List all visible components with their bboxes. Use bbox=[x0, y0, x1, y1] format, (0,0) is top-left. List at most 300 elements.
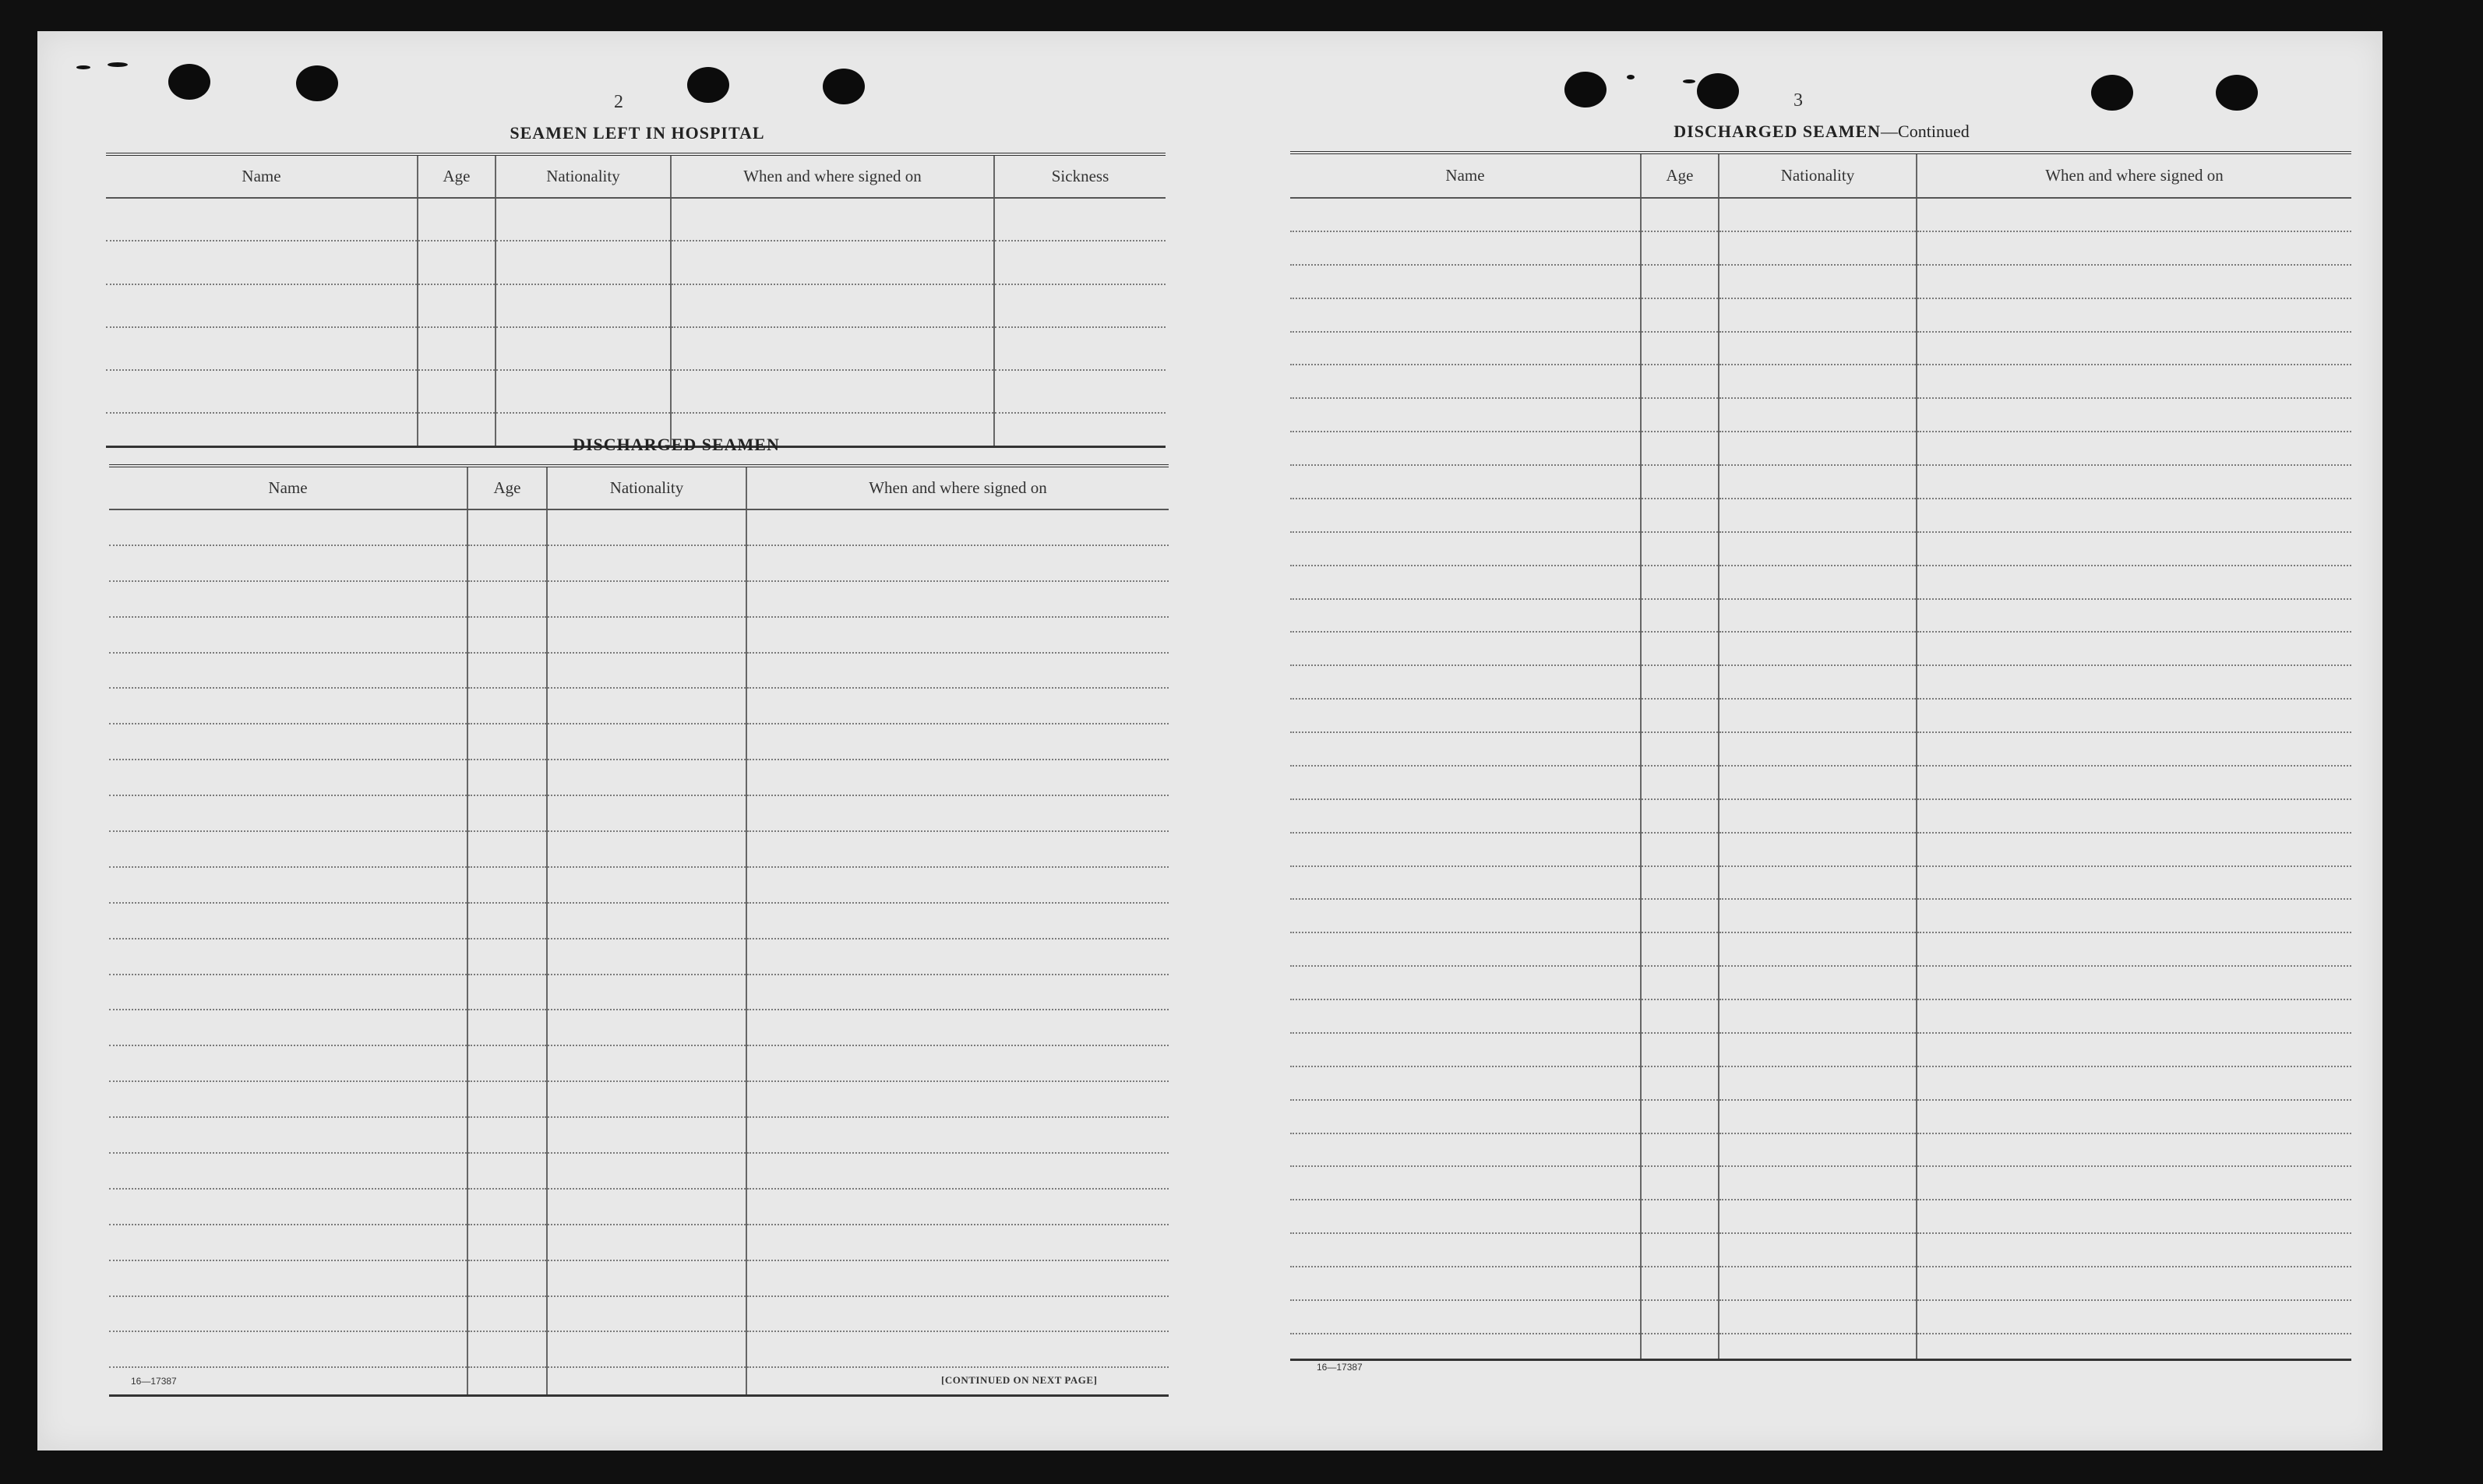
punch-hole-icon bbox=[687, 67, 729, 103]
blank-cell bbox=[1641, 465, 1719, 499]
punch-hole-icon bbox=[2216, 75, 2258, 111]
blank-cell bbox=[1719, 1233, 1917, 1267]
table-row bbox=[1290, 1066, 2351, 1100]
blank-cell bbox=[1917, 1033, 2351, 1066]
blank-cell bbox=[467, 617, 547, 653]
table-row bbox=[109, 1010, 1169, 1045]
blank-cell bbox=[467, 581, 547, 617]
blank-cell bbox=[467, 1367, 547, 1394]
blank-cell bbox=[467, 1081, 547, 1117]
table-row bbox=[1290, 1133, 2351, 1167]
blank-cell bbox=[547, 1331, 746, 1367]
blank-cell bbox=[1917, 1066, 2351, 1100]
blank-cell bbox=[1719, 1133, 1917, 1167]
col-header-sickness: Sickness bbox=[994, 156, 1166, 198]
blank-cell bbox=[1641, 198, 1719, 231]
blank-cell bbox=[994, 241, 1166, 284]
blank-cell bbox=[467, 1010, 547, 1045]
blank-cell bbox=[1917, 432, 2351, 465]
table-row bbox=[1290, 1334, 2351, 1359]
blank-cell bbox=[746, 509, 1169, 545]
punch-hole-icon bbox=[1697, 73, 1739, 109]
blank-cell bbox=[1917, 966, 2351, 999]
blank-cell bbox=[547, 581, 746, 617]
blank-cell bbox=[1917, 465, 2351, 499]
blank-cell bbox=[746, 1045, 1169, 1081]
blank-cell bbox=[1719, 966, 1917, 999]
blank-cell bbox=[1917, 1267, 2351, 1300]
table-row bbox=[109, 939, 1169, 975]
table-row bbox=[106, 198, 1166, 241]
blank-cell bbox=[746, 724, 1169, 760]
table-row bbox=[109, 1117, 1169, 1153]
blank-cell bbox=[1641, 1033, 1719, 1066]
blank-cell bbox=[547, 831, 746, 867]
blank-cell bbox=[1917, 833, 2351, 866]
blank-cell bbox=[1290, 732, 1641, 766]
col-header-name: Name bbox=[106, 156, 418, 198]
table-row bbox=[1290, 1267, 2351, 1300]
discharged-section-title-right bbox=[1292, 122, 2351, 142]
table-row bbox=[1290, 332, 2351, 365]
blank-cell bbox=[106, 241, 418, 284]
blank-cell bbox=[467, 795, 547, 831]
blank-cell bbox=[746, 867, 1169, 903]
blank-cell bbox=[1641, 1066, 1719, 1100]
table-row bbox=[1290, 665, 2351, 699]
blank-cell bbox=[1719, 665, 1917, 699]
table-row bbox=[1290, 966, 2351, 999]
blank-cell bbox=[418, 198, 496, 241]
blank-cell bbox=[1719, 1334, 1917, 1359]
blank-cell bbox=[1290, 932, 1641, 966]
table-row bbox=[109, 1081, 1169, 1117]
table-row bbox=[106, 370, 1166, 413]
blank-cell bbox=[1719, 833, 1917, 866]
blank-cell bbox=[1719, 999, 1917, 1033]
blank-cell bbox=[1917, 198, 2351, 231]
blank-cell bbox=[547, 795, 746, 831]
blank-cell bbox=[1641, 332, 1719, 365]
blank-cell bbox=[1917, 1334, 2351, 1359]
ink-speck-icon bbox=[108, 62, 128, 67]
blank-cell bbox=[1917, 665, 2351, 699]
table-row bbox=[109, 545, 1169, 581]
blank-cell bbox=[109, 1010, 467, 1045]
blank-cell bbox=[746, 760, 1169, 795]
table-row bbox=[109, 831, 1169, 867]
blank-cell bbox=[1290, 833, 1641, 866]
blank-cell bbox=[467, 1045, 547, 1081]
blank-cell bbox=[109, 653, 467, 689]
blank-cell bbox=[547, 545, 746, 581]
blank-cell bbox=[1641, 1166, 1719, 1200]
blank-cell bbox=[1641, 1334, 1719, 1359]
blank-cell bbox=[746, 1153, 1169, 1189]
table-row bbox=[1290, 365, 2351, 398]
blank-cell bbox=[1290, 1100, 1641, 1133]
blank-cell bbox=[1719, 198, 1917, 231]
blank-cell bbox=[109, 1081, 467, 1117]
blank-cell bbox=[1290, 499, 1641, 532]
blank-cell bbox=[1719, 699, 1917, 732]
blank-cell bbox=[1719, 265, 1917, 298]
blank-cell bbox=[109, 1153, 467, 1189]
col-header-signed-on: When and where signed on bbox=[746, 467, 1169, 509]
discharged-rows-left bbox=[109, 509, 1169, 1394]
blank-cell bbox=[109, 1045, 467, 1081]
blank-cell bbox=[1641, 566, 1719, 599]
col-header-signed-on: When and where signed on bbox=[671, 156, 994, 198]
blank-cell bbox=[1641, 532, 1719, 566]
blank-cell bbox=[109, 831, 467, 867]
table-row bbox=[1290, 1300, 2351, 1334]
blank-cell bbox=[547, 509, 746, 545]
table-row bbox=[1290, 231, 2351, 265]
table-row bbox=[109, 795, 1169, 831]
blank-cell bbox=[1917, 632, 2351, 665]
table-row bbox=[1290, 298, 2351, 332]
blank-cell bbox=[1917, 766, 2351, 799]
col-header-nationality: Nationality bbox=[496, 156, 671, 198]
blank-cell bbox=[109, 545, 467, 581]
blank-cell bbox=[496, 327, 671, 370]
blank-cell bbox=[547, 653, 746, 689]
table-row bbox=[109, 581, 1169, 617]
blank-cell bbox=[547, 867, 746, 903]
table-row bbox=[1290, 599, 2351, 633]
discharged-table-left bbox=[109, 464, 1169, 1397]
table-row bbox=[109, 509, 1169, 545]
blank-cell bbox=[1290, 1300, 1641, 1334]
blank-cell bbox=[467, 724, 547, 760]
table-row bbox=[1290, 432, 2351, 465]
blank-cell bbox=[547, 1189, 746, 1225]
col-header-name: Name bbox=[109, 467, 467, 509]
table-row bbox=[1290, 932, 2351, 966]
blank-cell bbox=[1290, 566, 1641, 599]
blank-cell bbox=[467, 831, 547, 867]
blank-cell bbox=[746, 1331, 1169, 1367]
blank-cell bbox=[1719, 332, 1917, 365]
blank-cell bbox=[1641, 1200, 1719, 1233]
blank-cell bbox=[1290, 866, 1641, 900]
blank-cell bbox=[467, 903, 547, 939]
blank-cell bbox=[547, 975, 746, 1010]
blank-cell bbox=[746, 1260, 1169, 1296]
table-row bbox=[1290, 265, 2351, 298]
blank-cell bbox=[1641, 833, 1719, 866]
blank-cell bbox=[746, 903, 1169, 939]
blank-cell bbox=[671, 327, 994, 370]
col-header-signed-on: When and where signed on bbox=[1917, 154, 2351, 198]
blank-cell bbox=[1641, 966, 1719, 999]
blank-cell bbox=[1290, 365, 1641, 398]
blank-cell bbox=[109, 1331, 467, 1367]
blank-cell bbox=[1719, 398, 1917, 432]
blank-cell bbox=[496, 241, 671, 284]
blank-cell bbox=[467, 653, 547, 689]
punch-hole-icon bbox=[168, 64, 210, 100]
blank-cell bbox=[1917, 332, 2351, 365]
blank-cell bbox=[547, 617, 746, 653]
table-row bbox=[1290, 532, 2351, 566]
table-row bbox=[109, 1331, 1169, 1367]
col-header-age: Age bbox=[1641, 154, 1719, 198]
ink-speck-icon bbox=[1683, 79, 1695, 83]
blank-cell bbox=[1917, 566, 2351, 599]
blank-cell bbox=[547, 939, 746, 975]
table-row bbox=[109, 617, 1169, 653]
blank-cell bbox=[467, 939, 547, 975]
blank-cell bbox=[1290, 1066, 1641, 1100]
hospital-table bbox=[106, 153, 1166, 448]
blank-cell bbox=[547, 1296, 746, 1332]
blank-cell bbox=[467, 1117, 547, 1153]
blank-cell bbox=[1290, 966, 1641, 999]
hospital-section-title: SEAMEN LEFT IN HOSPITAL bbox=[510, 123, 765, 143]
blank-cell bbox=[1641, 632, 1719, 665]
page-number-left: 2 bbox=[614, 92, 623, 112]
table-row bbox=[106, 284, 1166, 327]
blank-cell bbox=[109, 795, 467, 831]
table-row bbox=[109, 688, 1169, 724]
blank-cell bbox=[994, 284, 1166, 327]
blank-cell bbox=[467, 1331, 547, 1367]
blank-cell bbox=[1719, 632, 1917, 665]
blank-cell bbox=[547, 688, 746, 724]
blank-cell bbox=[1290, 1166, 1641, 1200]
blank-cell bbox=[1290, 1200, 1641, 1233]
blank-cell bbox=[109, 1225, 467, 1260]
blank-cell bbox=[1917, 265, 2351, 298]
blank-cell bbox=[1641, 799, 1719, 833]
blank-cell bbox=[467, 1225, 547, 1260]
blank-cell bbox=[671, 370, 994, 413]
blank-cell bbox=[106, 370, 418, 413]
table-row bbox=[106, 327, 1166, 370]
blank-cell bbox=[746, 939, 1169, 975]
blank-cell bbox=[1641, 499, 1719, 532]
blank-cell bbox=[467, 1260, 547, 1296]
blank-cell bbox=[1719, 298, 1917, 332]
table-row bbox=[1290, 632, 2351, 665]
blank-cell bbox=[1917, 398, 2351, 432]
blank-cell bbox=[746, 1081, 1169, 1117]
blank-cell bbox=[1917, 365, 2351, 398]
blank-cell bbox=[1917, 1133, 2351, 1167]
table-row bbox=[109, 1153, 1169, 1189]
blank-cell bbox=[547, 1117, 746, 1153]
blank-cell bbox=[109, 509, 467, 545]
punch-hole-icon bbox=[823, 69, 865, 104]
table-row bbox=[109, 653, 1169, 689]
blank-cell bbox=[1719, 532, 1917, 566]
blank-cell bbox=[547, 724, 746, 760]
blank-cell bbox=[418, 370, 496, 413]
blank-cell bbox=[1641, 1267, 1719, 1300]
blank-cell bbox=[994, 327, 1166, 370]
table-row bbox=[109, 1296, 1169, 1332]
blank-cell bbox=[1641, 699, 1719, 732]
blank-cell bbox=[467, 1296, 547, 1332]
blank-cell bbox=[746, 617, 1169, 653]
table-row bbox=[109, 1260, 1169, 1296]
blank-cell bbox=[1290, 999, 1641, 1033]
blank-cell bbox=[1290, 198, 1641, 231]
blank-cell bbox=[1290, 1233, 1641, 1267]
blank-cell bbox=[1719, 1033, 1917, 1066]
col-header-nationality: Nationality bbox=[547, 467, 746, 509]
blank-cell bbox=[1917, 1100, 2351, 1133]
form-code-right: 16—17387 bbox=[1317, 1362, 1363, 1373]
table-row bbox=[1290, 1233, 2351, 1267]
blank-cell bbox=[1641, 599, 1719, 633]
blank-cell bbox=[1917, 231, 2351, 265]
blank-cell bbox=[1641, 665, 1719, 699]
blank-cell bbox=[1917, 899, 2351, 932]
blank-cell bbox=[1917, 866, 2351, 900]
blank-cell bbox=[1290, 699, 1641, 732]
table-row bbox=[109, 1189, 1169, 1225]
blank-cell bbox=[1917, 932, 2351, 966]
blank-cell bbox=[1290, 766, 1641, 799]
table-row bbox=[1290, 899, 2351, 932]
blank-cell bbox=[109, 975, 467, 1010]
blank-cell bbox=[1290, 632, 1641, 665]
punch-hole-icon bbox=[1564, 72, 1607, 108]
blank-cell bbox=[547, 903, 746, 939]
blank-cell bbox=[1290, 1267, 1641, 1300]
blank-cell bbox=[1641, 1233, 1719, 1267]
blank-cell bbox=[994, 370, 1166, 413]
blank-cell bbox=[1290, 298, 1641, 332]
blank-cell bbox=[547, 1153, 746, 1189]
blank-cell bbox=[1719, 231, 1917, 265]
blank-cell bbox=[1917, 298, 2351, 332]
blank-cell bbox=[746, 1117, 1169, 1153]
blank-cell bbox=[1641, 766, 1719, 799]
discharged-table-right bbox=[1290, 151, 2351, 1361]
blank-cell bbox=[496, 284, 671, 327]
blank-cell bbox=[1719, 1066, 1917, 1100]
table-row bbox=[1290, 833, 2351, 866]
blank-cell bbox=[106, 327, 418, 370]
blank-cell bbox=[746, 545, 1169, 581]
blank-cell bbox=[547, 1367, 746, 1394]
ink-speck-icon bbox=[1627, 75, 1635, 79]
document-sheet bbox=[37, 31, 2382, 1451]
blank-cell bbox=[1719, 1300, 1917, 1334]
blank-cell bbox=[547, 1045, 746, 1081]
blank-cell bbox=[109, 617, 467, 653]
blank-cell bbox=[1641, 265, 1719, 298]
blank-cell bbox=[106, 198, 418, 241]
blank-cell bbox=[1719, 432, 1917, 465]
blank-cell bbox=[109, 724, 467, 760]
blank-cell bbox=[1719, 499, 1917, 532]
blank-cell bbox=[1290, 1334, 1641, 1359]
blank-cell bbox=[1641, 298, 1719, 332]
blank-cell bbox=[671, 241, 994, 284]
blank-cell bbox=[1641, 432, 1719, 465]
blank-cell bbox=[547, 1081, 746, 1117]
blank-cell bbox=[547, 1010, 746, 1045]
col-header-nationality: Nationality bbox=[1719, 154, 1917, 198]
blank-cell bbox=[746, 1225, 1169, 1260]
blank-cell bbox=[418, 241, 496, 284]
blank-cell bbox=[467, 545, 547, 581]
blank-cell bbox=[1719, 465, 1917, 499]
blank-cell bbox=[547, 1225, 746, 1260]
table-row bbox=[1290, 1200, 2351, 1233]
blank-cell bbox=[746, 1296, 1169, 1332]
blank-cell bbox=[1290, 332, 1641, 365]
blank-cell bbox=[1641, 932, 1719, 966]
blank-cell bbox=[547, 1260, 746, 1296]
col-header-name: Name bbox=[1290, 154, 1641, 198]
hospital-rows bbox=[106, 198, 1166, 446]
blank-cell bbox=[746, 1189, 1169, 1225]
blank-cell bbox=[746, 653, 1169, 689]
blank-cell bbox=[467, 1189, 547, 1225]
blank-cell bbox=[467, 760, 547, 795]
blank-cell bbox=[1917, 1166, 2351, 1200]
table-row bbox=[1290, 866, 2351, 900]
blank-cell bbox=[1641, 899, 1719, 932]
blank-cell bbox=[746, 795, 1169, 831]
table-row bbox=[109, 1225, 1169, 1260]
blank-cell bbox=[1641, 866, 1719, 900]
blank-cell bbox=[1719, 766, 1917, 799]
blank-cell bbox=[1290, 665, 1641, 699]
blank-cell bbox=[1290, 265, 1641, 298]
blank-cell bbox=[467, 509, 547, 545]
blank-cell bbox=[1917, 1300, 2351, 1334]
table-row bbox=[109, 1045, 1169, 1081]
table-row bbox=[109, 760, 1169, 795]
blank-cell bbox=[1917, 699, 2351, 732]
blank-cell bbox=[1719, 799, 1917, 833]
blank-cell bbox=[994, 198, 1166, 241]
discharged-rows-right bbox=[1290, 198, 2351, 1359]
discharged-title-suffix: —Continued bbox=[1881, 122, 1970, 141]
page-number-right: 3 bbox=[1793, 90, 1803, 111]
blank-cell bbox=[496, 370, 671, 413]
blank-cell bbox=[467, 975, 547, 1010]
blank-cell bbox=[467, 1153, 547, 1189]
blank-cell bbox=[109, 1117, 467, 1153]
table-row bbox=[1290, 398, 2351, 432]
blank-cell bbox=[109, 688, 467, 724]
col-header-age: Age bbox=[467, 467, 547, 509]
blank-cell bbox=[109, 1296, 467, 1332]
blank-cell bbox=[1719, 365, 1917, 398]
blank-cell bbox=[1719, 866, 1917, 900]
blank-cell bbox=[1290, 599, 1641, 633]
blank-cell bbox=[746, 581, 1169, 617]
blank-cell bbox=[467, 688, 547, 724]
form-code-left: 16—17387 bbox=[131, 1376, 177, 1387]
blank-cell bbox=[1290, 432, 1641, 465]
continued-note: [CONTINUED ON NEXT PAGE] bbox=[941, 1374, 1098, 1386]
blank-cell bbox=[1917, 732, 2351, 766]
col-header-age: Age bbox=[418, 156, 496, 198]
blank-cell bbox=[1719, 899, 1917, 932]
table-row bbox=[1290, 566, 2351, 599]
table-row bbox=[109, 903, 1169, 939]
table-row bbox=[1290, 766, 2351, 799]
